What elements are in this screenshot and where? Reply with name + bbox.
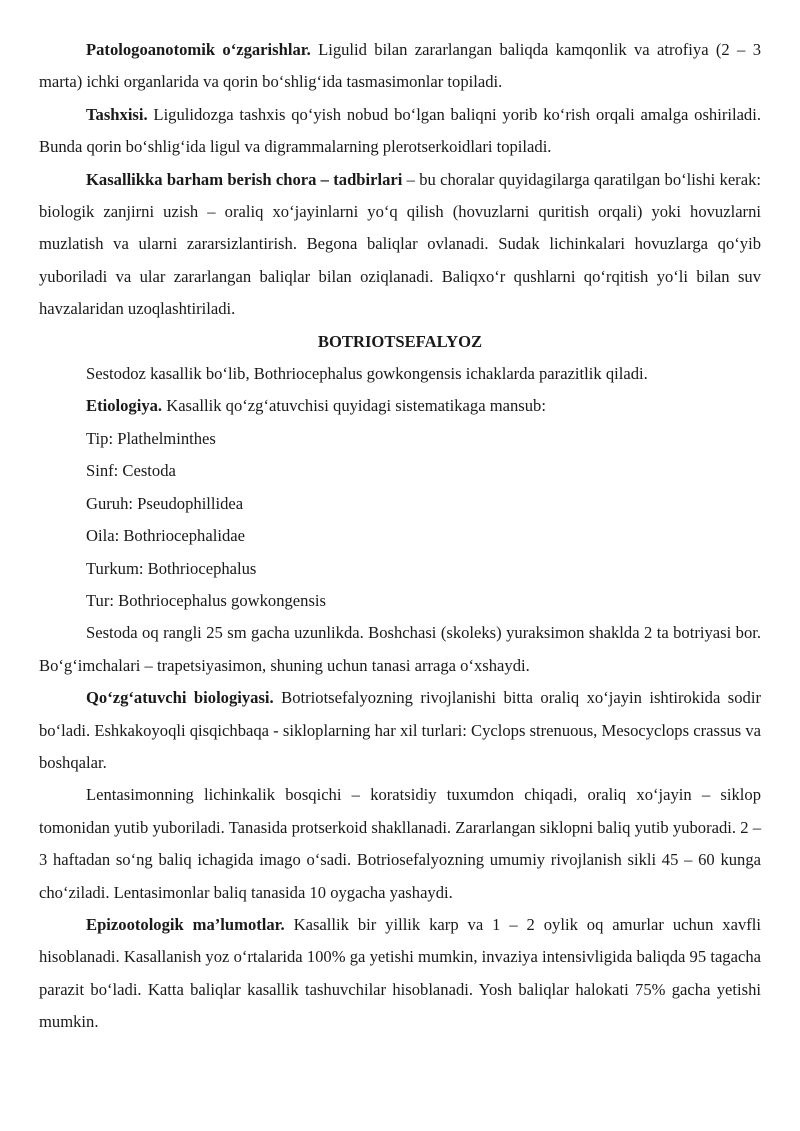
taxonomy-line: Tip: Plathelminthes	[86, 428, 216, 448]
control-measures-text: – bu choralar quyidagilarga qaratilgan bo‘lishi kerak: biologik zanjirni uzish – oraliq xo‘jayinlarni yo‘q qilish (hovuzlarni quritish orqali) yoki hovuzlarni muzlatish va ularni zararsizlantirish. Begona baliqlar ovlanadi. Sudak lichinkalari hovuzlarga qo‘yib yuboriladi va ular zararlangan baliqlar bilan oziqlanadi. Baliqxo‘r qushlarni qo‘rqitish yo‘li bilan suv havzalaridan uzoqlashtiriladi.	[39, 169, 761, 319]
intro-paragraph: Sestodoz kasallik bo‘lib, Bothriocephalus gowkongensis ichaklarda parazitlik qiladi.	[86, 364, 648, 384]
diagnosis-heading: Tashxisi.	[86, 104, 148, 124]
section-title: BOTRIOTSEFALYOZ	[317, 331, 483, 351]
taxonomy-line: Guruh: Pseudophillidea	[86, 493, 244, 513]
lifecycle-paragraph: Lentasimonning lichinkalik bosqichi – koratsidiy tuxumdon chiqadi, oraliq xo‘jayin – siklop tomonidan yutib yuboriladi. Tanasida protserkoid shakllanadi. Zararlangan siklopni baliq yutib yuboradi. 2 – 3 haftadan so‘ng baliq ichagida imago o‘sadi. Botriosefalyozning umumiy rivojlanish sikli 45 – 60 kunga cho‘ziladi. Lentasimonlar baliq tanasida 10 oygacha yashaydi.	[39, 785, 761, 902]
taxonomy-line: Tur: Bothriocephalus gowkongensis	[86, 590, 326, 610]
taxonomy-line: Sinf: Cestoda	[86, 461, 176, 481]
etiology-text: Kasallik qo‘zg‘atuvchisi quyidagi sistematikaga mansub:	[162, 396, 546, 416]
taxonomy-line: Oila: Bothriocephalidae	[86, 526, 245, 546]
biology-paragraph	[39, 682, 761, 779]
biology-text: Botriotsefalyozning rivojlanishi bitta oraliq xo‘jayin ishtirokida sodir bo‘ladi. Eshkakoyoqli qisqichbaqa - sikloplarning har xil turlari: Cyclops strenuous, Mesocyclops crassus va boshqalar.	[39, 688, 761, 772]
diagnosis-paragraph	[39, 99, 761, 164]
pathology-text: Ligulid bilan zararlangan baliqda kamqonlik va atrofiya (2 – 3 marta) ichki organlarida va qorin bo‘shlig‘ida tasmasimonlar topiladi.	[39, 40, 761, 92]
biology-heading: Qo‘zg‘atuvchi biologiyasi.	[86, 688, 274, 708]
pathology-paragraph	[39, 34, 761, 99]
morphology-paragraph: Sestoda oq rangli 25 sm gacha uzunlikda. Boshchasi (skoleks) yuraksimon shaklda 2 ta botriyasi bor. Bo‘g‘imchalari – trapetsiyasimon, shuning uchun tanasi arraga o‘xshaydi.	[39, 623, 761, 675]
taxonomy-line: Turkum: Bothriocephalus	[86, 558, 257, 578]
document-page	[39, 34, 761, 1039]
etiology-heading: Etiologiya.	[86, 396, 163, 416]
epizootology-heading: Epizootologik ma’lumotlar.	[86, 914, 285, 934]
epizootology-text: Kasallik bir yillik karp va 1 – 2 oylik oq amurlar uchun xavfli hisoblanadi. Kasallanish yoz o‘rtalarida 100% ga yetishi mumkin, invaziya intensivligida baliqda 95 tagacha parazit bo‘ladi. Katta baliqlar kasallik tashuvchilar hisoblanadi. Yosh baliqlar halokati 75% gacha yetishi mumkin.	[39, 914, 761, 1032]
diagnosis-text: Ligulidozga tashxis qo‘yish nobud bo‘lgan baliqni yorib ko‘rish orqali amalga oshiriladi. Bunda qorin bo‘shlig‘ida ligul va digrammalarning plerotserkoidlari topiladi.	[39, 104, 761, 157]
epizootology-paragraph	[39, 909, 761, 1039]
control-measures-paragraph	[39, 164, 761, 326]
etiology-paragraph	[39, 390, 761, 422]
control-measures-heading: Kasallikka barham berish chora – tadbirlari	[86, 169, 403, 189]
pathology-heading: Patologoanotomik o‘zgarishlar.	[86, 40, 311, 59]
